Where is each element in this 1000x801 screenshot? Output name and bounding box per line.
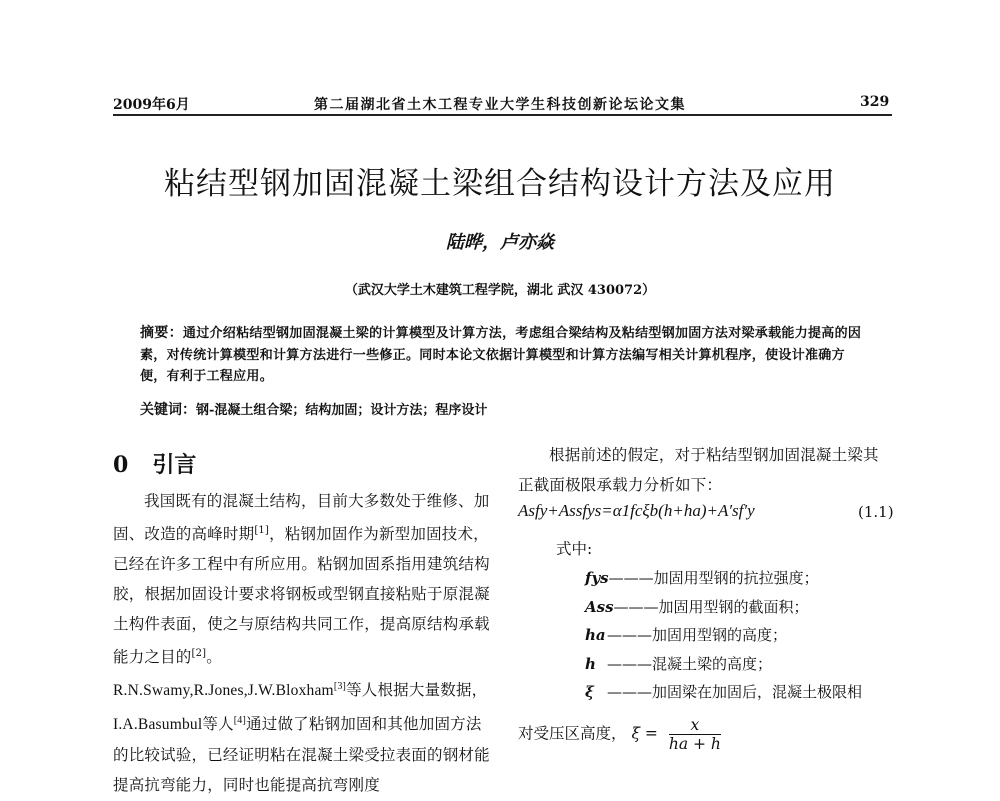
- symbol-definitions: [585, 564, 862, 707]
- keywords: [140, 399, 487, 419]
- p1-text-c: 。: [206, 648, 222, 667]
- definition-text: ———混凝土梁的高度；: [607, 654, 773, 673]
- definition-text: ———加固用型钢的抗拉强度；: [608, 569, 819, 587]
- citation-2: [2]: [191, 648, 207, 660]
- p1-text-a: 我国既有的混凝土结构，目前大多数处于维修、加固、改造的高峰时期: [113, 492, 490, 544]
- definition-row: [585, 650, 862, 679]
- citation-4: [4]: [233, 715, 247, 727]
- affiliation: （武汉大学土木建筑工程学院，湖北 武汉 430072）: [344, 283, 656, 298]
- keywords-text: 钢-混凝土组合梁；结构加固；设计方法；程序设计: [196, 403, 488, 418]
- right-intro-text: 根据前述的假定，对于粘结型钢加固混凝土梁其正截面极限承载力分析如下：: [518, 446, 879, 494]
- definition-symbol: h: [585, 654, 596, 673]
- definition-text: ———加固用型钢的截面积；: [613, 597, 809, 616]
- xi-lhs: ξ =: [631, 724, 658, 743]
- header-rule: [113, 114, 892, 116]
- definition-symbol: ξ: [585, 683, 594, 701]
- p2-text-a: R.N.Swamy,R.Jones,J.W.Bloxham: [113, 682, 334, 700]
- definition-symbol: fys: [585, 569, 609, 587]
- abstract-label: 摘要：: [140, 325, 183, 341]
- fraction-denominator: ha + h: [668, 735, 721, 753]
- section-number: 0: [113, 452, 129, 478]
- equation-1-1: Asfy+Assfys=α1fcξb(h+ha)+A′sf′y: [518, 501, 755, 520]
- where-label: 式中:: [556, 540, 593, 558]
- definition-symbol: ha: [585, 626, 606, 644]
- p2-text-c: 通过做了粘钢加固和其他加固方法的比较试验，已经证明粘在混凝土梁受拉表面的钢材能提高抗弯能力，同时也能提高抗弯刚度: [113, 716, 490, 794]
- relative-height-line: [518, 716, 721, 753]
- intro-paragraph-2: [113, 672, 491, 800]
- paper-title: 粘结型钢加固混凝土梁组合结构设计方法及应用: [164, 166, 836, 202]
- definition-row: [585, 593, 862, 622]
- xi-fraction: [669, 716, 721, 753]
- definition-text: ———加固梁在加固后，混凝土极限相: [607, 683, 863, 701]
- abstract-text: 通过介绍粘结型钢加固混凝土梁的计算模型及计算方法，考虑组合梁结构及粘结型钢加固方法对梁承载能力提高的因素，对传统计算模型和计算方法进行一些修正。同时本论文依据计算模型和计算方法编写相关计算机程序，使设计准确方便，有利于工程应用。: [140, 326, 862, 384]
- header-date: 2009年6月: [113, 97, 190, 113]
- p1-text-b: ，粘钢加固作为新型加固技术，已经在许多工程中有所应用。粘钢加固系指用建筑结构胶，根据加固设计要求将钢板或型钢直接粘贴于原混凝土构件表面，使之与原结构共同工作，提高原结构承载能力之目的: [113, 525, 490, 667]
- section-heading: [113, 448, 196, 479]
- section-title: 引言: [152, 452, 197, 478]
- definition-text: ———加固用型钢的高度；: [607, 626, 788, 644]
- definition-row: [585, 564, 862, 593]
- right-column-intro: [518, 440, 890, 500]
- intro-paragraph-1: [113, 486, 491, 672]
- p2-text-b: 等人根据大量数据，I.A.Basumbul等人: [113, 682, 488, 734]
- relative-height-text: 对受压区高度，: [518, 724, 627, 743]
- abstract: [140, 323, 868, 388]
- left-column: [113, 486, 491, 801]
- definition-row: [585, 678, 862, 707]
- keywords-label: 关键词：: [140, 402, 196, 418]
- citation-3: [3]: [333, 681, 347, 693]
- authors: 陆晔，卢亦焱: [446, 232, 554, 253]
- citation-1: [1]: [254, 525, 270, 536]
- header-journal: 第二届湖北省土木工程专业大学生科技创新论坛论文集: [314, 97, 686, 113]
- definition-symbol: Ass: [585, 597, 614, 616]
- definition-row: [585, 621, 862, 650]
- equation-number: (1.1): [858, 503, 894, 521]
- fraction-numerator: x: [669, 716, 721, 735]
- header-page-number: 329: [860, 94, 890, 110]
